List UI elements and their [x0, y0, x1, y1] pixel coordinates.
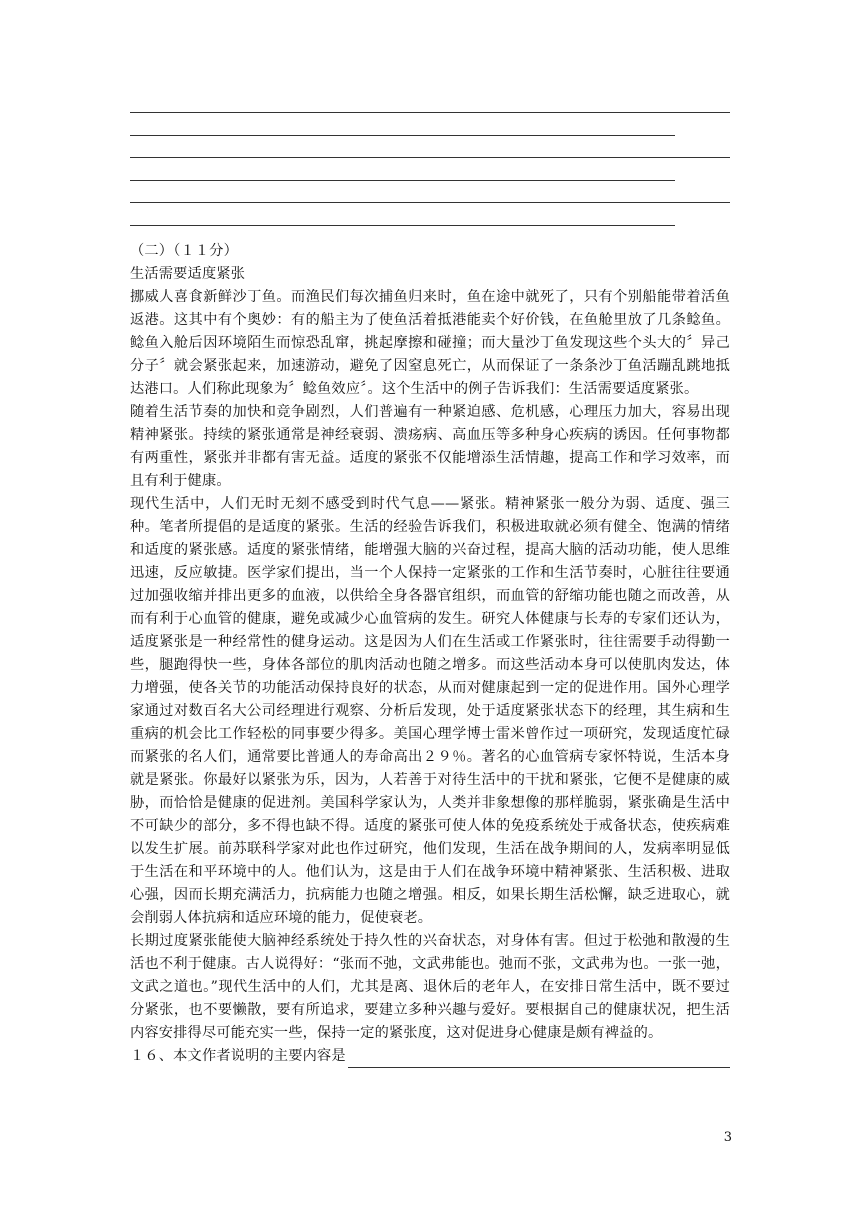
answer-line[interactable]: [130, 225, 675, 226]
paragraph: 现代生活中，人们无时无刻不感受到时代气息——紧张。精神紧张一般分为弱、适度、强三种。笔者所提倡的是适度的紧张。生活的经验告诉我们，积极进取就必须有健全、饱满的情绪和适度的紧张感。适度的紧张情绪，能增强大脑的兴奋过程，提高大脑的活动功能，使人思维迅速，反应敏捷。医学家们提出，当一个人保持一定紧张的工作和生活节奏时，心脏往往要通过加强收缩并排出更多的血液，以供给全身各器官组织，而血管的舒缩功能也随之而改善，从而有利于心血管的健康，避免或减少心血管病的发生。研究人体健康与长寿的专家们还认为，适度紧张是一种经常性的健身运动。这是因为人们在生活或工作紧张时，往往需要手动得勤一些，腿跑得快一些，身体各部位的肌肉活动也随之增多。而这些活动本身可以使肌肉发达，体力增强，使各关节的功能活动保持良好的状态，从而对健康起到一定的促进作用。国外心理学家通过对数百名大公司经理进行观察、分析后发现，处于适度紧张状态下的经理，其生病和生重病的机会比工作轻松的同事要少得多。美国心理学博士雷米曾作过一项研究，发现适度忙碌而紧张的名人们，通常要比普通人的寿命高出２９％。著名的心血管病专家怀特说，生活本身就是紧张。你最好以紧张为乐，因为，人若善于对待生活中的干扰和紧张，它便不是健康的威胁，而恰恰是健康的促进剂。美国科学家认为，人类并非象想像的那样脆弱，紧张确是生活中不可缺少的部分，多不得也缺不得。适度的紧张可使人体的免疫系统处于戒备状态，使疾病难以发生扩展。前苏联科学家对此也作过研究，他们发现，生活在战争期间的人，发病率明显低于生活在和平环境中的人。他们认为，这是由于人们在战争环境中精神紧张、生活积极、进取心强，因而长期充满活力，抗病能力也随之增强。相反，如果长期生活松懈，缺乏进取心，就会削弱人体抗病和适应环境的能力，促使衰老。: [130, 496, 730, 926]
answer-line[interactable]: [130, 157, 730, 158]
answer-lines: [130, 112, 730, 247]
question-16: [130, 1045, 730, 1068]
answer-line[interactable]: [130, 135, 675, 136]
question-text: １６、本文作者说明的主要内容是: [130, 1048, 346, 1064]
article-title: 生活需要适度紧张: [130, 266, 246, 282]
answer-line[interactable]: [130, 202, 730, 203]
page-number: 3: [723, 1130, 732, 1145]
document-content: [130, 240, 730, 1068]
answer-line[interactable]: [130, 180, 675, 181]
section-header: （二）（１１分）: [130, 243, 239, 259]
paragraph: 挪威人喜食新鲜沙丁鱼。而渔民们每次捕鱼归来时，鱼在途中就死了，只有个别船能带着活鱼返港。这其中有个奥妙：有的船主为了使鱼活着抵港能卖个好价钱，在鱼舱里放了几条鲶鱼。鲶鱼入舱后因环境陌生而惊恐乱窜，挑起摩擦和碰撞；而大量沙丁鱼发现这些个头大的〞异己分子〞就会紧张起来，加速游动，避免了因窒息死亡，从而保证了一条条沙丁鱼活蹦乱跳地抵达港口。人们称此现象为〞鲶鱼效应〞。这个生活中的例子告诉我们：生活需要适度紧张。: [130, 289, 730, 397]
paragraph: 长期过度紧张能使大脑神经系统处于持久性的兴奋状态，对身体有害。但过于松弛和散漫的生活也不利于健康。古人说得好：“张而不弛，文武弗能也。弛而不张，文武弗为也。一张一弛，文武之道也。”现代生活中的人们，尤其是离、退休后的老年人，在安排日常生活中，既不要过分紧张，也不要懒散，要有所追求，要建立多种兴趣与爱好。要根据自己的健康状况，把生活内容安排得尽可能充实一些，保持一定的紧张度，这对促进身心健康是颇有裨益的。: [130, 933, 730, 1041]
answer-blank[interactable]: [348, 1049, 730, 1068]
answer-line[interactable]: [130, 112, 730, 113]
paragraph: 随着生活节奏的加快和竞争剧烈，人们普遍有一种紧迫感、危机感，心理压力加大，容易出现精神紧张。持续的紧张通常是神经衰弱、溃疡病、高血压等多种身心疾病的诱因。任何事物都有两重性，紧张并非都有害无益。适度的紧张不仅能增添生活情趣，提高工作和学习效率，而且有利于健康。: [130, 404, 730, 489]
